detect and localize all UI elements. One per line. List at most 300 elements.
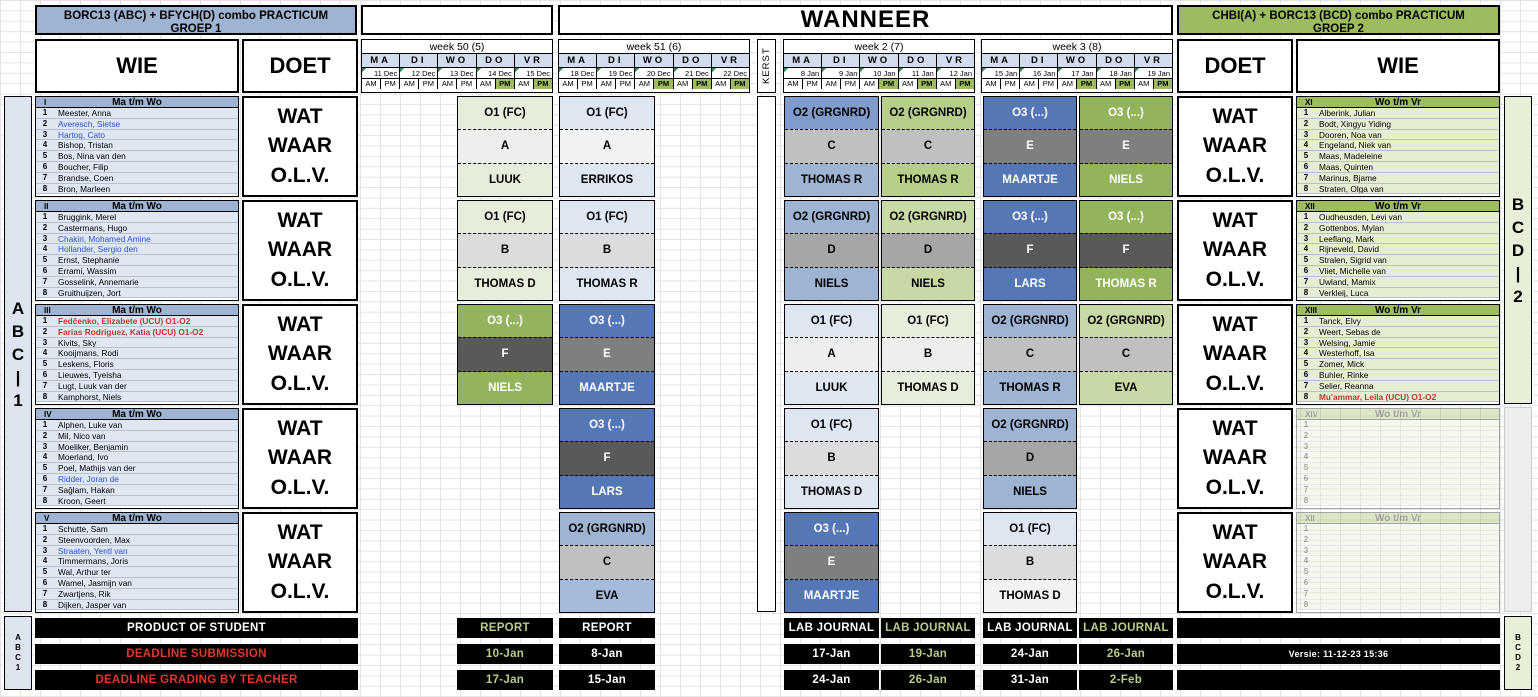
member-row [1297,162,1499,173]
wanneer-header: WANNEER [558,5,1173,35]
tile-waar: C [882,129,974,163]
member-number: 1 [42,524,48,533]
member-name: Gruithuijzen, Jort [58,287,121,298]
member-row [36,288,238,299]
waar-label: WAAR [267,446,333,470]
member-name: Mu'ammar, Leila (UCU) O1-O2 [1319,391,1437,402]
ampm-row [559,79,749,89]
member-number: 3 [42,441,48,451]
member-name: Brandse, Coen [58,172,114,183]
tile-olv: LARS [984,268,1076,300]
member-name [1315,524,1499,534]
member-number: 7 [42,276,48,286]
member-number: 6 [1303,577,1309,587]
side-letter: B [15,643,21,652]
member-number: 5 [1303,151,1309,161]
tile-wat: O1 (FC) [458,97,552,129]
member-name: Mil, Nico van [58,430,106,441]
member-row [36,556,238,567]
group-table [1296,512,1500,613]
member-name: Maas, Quinten [1319,161,1373,172]
group-number: IV [44,410,52,419]
schedule-tile[interactable] [784,96,879,197]
schedule-tile[interactable] [784,304,879,405]
member-number: 4 [1303,140,1309,150]
day-row [784,54,974,68]
tile-wat: O2 (GRGNRD) [984,409,1076,441]
schedule-tile[interactable] [1079,200,1173,301]
member-number: 6 [42,577,48,587]
day-label: DO [1097,54,1135,67]
schedule-tile[interactable] [457,96,553,197]
member-number: 4 [42,556,48,566]
member-name [1315,546,1499,556]
schedule-tile[interactable] [457,200,553,301]
schedule-tile[interactable] [457,304,553,405]
pm-label: PM [496,79,515,89]
member-number: 5 [42,151,48,161]
day-label: DO [674,54,712,67]
tile-waar: F [458,337,552,371]
member-number: 6 [1303,161,1309,171]
member-row [1297,589,1499,600]
day-label: WO [860,54,898,67]
week-title: week 2 (7) [784,40,974,54]
tile-olv: LARS [560,476,654,508]
footer-empty-bar [1177,618,1500,638]
member-row [1297,234,1499,245]
member-number: 2 [42,534,48,544]
member-name: Farias Rodriguez, Katia (UCU) O1-O2 [58,326,204,337]
tile-wat: O1 (FC) [785,305,878,337]
tile-olv: LUUK [458,164,552,196]
day-label: WO [438,54,476,67]
pm-label: PM [381,79,400,89]
member-number: 1 [1303,420,1309,429]
day-label: DI [400,54,438,67]
wat-waar-olv-block [1177,512,1293,613]
member-name: Dijken, Jasper van [58,599,127,610]
am-label: AM [515,79,534,89]
am-label: AM [712,79,731,89]
member-number: 2 [42,430,48,440]
tile-wat: O3 (...) [560,305,654,337]
member-name: Marinus, Bjame [1319,172,1377,183]
tile-waar: B [458,233,552,267]
waar-label: WAAR [1202,342,1268,366]
member-row [1297,316,1499,327]
tile-olv: MAARTJE [785,580,878,612]
member-number: 4 [42,244,48,254]
member-number: 6 [42,473,48,483]
tile-waar: E [1080,129,1172,163]
footer-product-cell: REPORT [559,618,655,638]
wat-waar-olv-block [242,304,358,405]
pm-label: PM [1077,79,1096,89]
member-name: Ridder, Joran de [58,473,119,484]
side-letter: B [11,321,25,341]
left-title-line1: BORC13 (ABC) + BFYCH(D) combo PRACTICUM [63,10,329,22]
am-label: AM [1020,79,1039,89]
member-row [1297,567,1499,578]
member-number: 1 [42,420,48,429]
member-number: 2 [42,326,48,336]
side-letter: D [1511,240,1525,260]
member-number: 3 [42,233,48,243]
pm-label: PM [1116,79,1135,89]
footer-grading-cell: 31-Jan [983,670,1077,690]
member-row [1297,381,1499,392]
am-label: AM [1097,79,1116,89]
group-number: V [44,514,50,523]
member-name: Steenvoorden, Max [58,534,130,545]
am-label: AM [860,79,879,89]
member-name: Kamphorst, Niels [58,391,122,402]
member-name: Zomer, Mick [1319,359,1365,369]
member-number: 8 [42,391,48,401]
pm-label: PM [918,79,937,89]
olv-label: O.L.V. [270,372,330,396]
week-header [361,39,553,93]
group-days: Ma t/m Wo [112,513,162,524]
member-number: 4 [1303,556,1309,566]
ampm-row [784,79,974,89]
member-row [36,277,238,288]
member-row [1297,130,1499,141]
member-number: 8 [1303,599,1309,609]
olv-label: O.L.V. [270,268,330,292]
wat-waar-olv-block [1177,96,1293,197]
schedule-tile[interactable] [559,200,655,301]
member-name [1315,600,1499,610]
wat-label: WAT [277,312,323,336]
member-row [36,567,238,578]
side-small-abc1 [4,616,32,690]
member-row [36,392,238,403]
member-number: 6 [42,265,48,275]
tile-waar: F [560,441,654,475]
member-name [1315,496,1499,506]
schedule-tile[interactable] [559,304,655,405]
side-letter: 2 [1513,286,1523,306]
footer-deadline-grading-label: DEADLINE GRADING BY TEACHER [35,670,358,690]
member-name: Gosselink, Annemarie [58,276,139,287]
member-row [1297,535,1499,546]
member-number: 2 [1303,534,1309,544]
member-name: Hartog, Cato [58,129,106,140]
member-name: Stralen, Sigrid van [1319,255,1387,265]
member-row [1297,392,1499,403]
member-row [1297,600,1499,611]
member-name: Buhler, Rinke [1319,369,1369,380]
date-label: 12 Dec [400,68,438,78]
wat-label: WAT [277,416,323,440]
week-header [558,39,750,93]
pm-label: PM [419,79,438,89]
member-number: 6 [1303,265,1309,275]
pm-label: PM [803,79,822,89]
schedule-tile[interactable] [559,408,655,509]
schedule-tile[interactable] [983,200,1077,301]
member-number: 7 [1303,380,1309,390]
tile-waar: D [785,233,878,267]
group-table [35,96,239,197]
tile-olv: NIELS [785,268,878,300]
date-label: 11 Jan [899,68,937,78]
right-title-line2: GROEP 2 [1313,23,1364,35]
tile-waar: A [458,129,552,163]
day-label: DO [899,54,937,67]
schedule-tile[interactable] [881,200,975,301]
am-label: AM [635,79,654,89]
group-days: Wo t/m Vr [1375,97,1421,108]
day-label: VR [937,54,974,67]
pm-label: PM [654,79,673,89]
member-number: 3 [1303,233,1309,243]
am-label: AM [438,79,457,89]
group-header [1297,305,1499,316]
side-letter: C [1515,643,1521,652]
am-label: AM [674,79,693,89]
member-number: 8 [1303,495,1309,505]
left-title-line2: GROEP 1 [170,23,222,35]
side-letter: 1 [13,390,23,410]
member-name: Vliet, Michelle van [1319,265,1386,276]
member-name: Lieuwes, Tyeisha [58,369,122,380]
schedule-tile[interactable] [784,408,879,509]
day-label: DI [597,54,635,67]
member-row [1297,255,1499,266]
member-row [36,474,238,485]
tile-waar: B [882,337,974,371]
wat-waar-olv-block [242,512,358,613]
member-number: 8 [1303,287,1309,297]
member-name: Straten, Olga van [1319,183,1384,194]
schedule-tile[interactable] [559,96,655,197]
date-row [362,68,552,79]
wat-waar-olv-block [1177,408,1293,509]
group-header [1297,513,1499,524]
schedule-tile[interactable] [784,200,879,301]
member-number: 2 [42,118,48,128]
member-name: Leeflang, Mark [1319,233,1374,244]
group-days: Ma t/m Wo [112,201,162,212]
week-header [783,39,975,93]
group-header [1297,201,1499,212]
member-row [1297,140,1499,151]
footer-product-cell: REPORT [457,618,553,638]
tile-wat: O1 (FC) [785,409,878,441]
member-row [36,485,238,496]
am-label: AM [477,79,496,89]
week-title: week 51 (6) [559,40,749,54]
group-table [1296,408,1500,509]
member-row [36,524,238,535]
member-name: Uwland, Mamix [1319,276,1376,287]
member-row [36,130,238,141]
member-number: 1 [1303,316,1309,325]
pm-label: PM [879,79,898,89]
member-name: Oudheusden, Levi van [1319,212,1403,222]
wie-header-right: WIE [1296,39,1500,93]
am-label: AM [400,79,419,89]
member-row [36,600,238,611]
footer-submission-cell: 19-Jan [881,644,975,664]
schedule-tile[interactable] [559,512,655,613]
week-title: week 3 (8) [982,40,1172,54]
footer-product-cell: LAB JOURNAL [881,618,975,638]
member-row [1297,546,1499,557]
group-table [1296,200,1500,301]
member-number: 8 [42,287,48,297]
member-name: Dooren, Noa van [1319,129,1382,140]
doet-header-left: DOET [242,39,358,93]
member-name [1315,474,1499,484]
footer-submission-cell: 8-Jan [559,644,655,664]
schedule-tile[interactable] [784,512,879,613]
member-number: 6 [1303,369,1309,379]
member-row [36,327,238,338]
member-number: 4 [1303,452,1309,462]
tile-olv: THOMAS R [1080,268,1172,300]
right-title-line1: CHBI(A) + BORC13 (BCD) combo PRACTICUM [1212,10,1465,22]
side-letter: B [1511,194,1525,214]
member-number: 3 [1303,129,1309,139]
member-name: Schutte, Sam [58,524,108,534]
tile-olv: NIELS [1080,164,1172,196]
week-title: week 50 (5) [362,40,552,54]
date-label: 11 Dec [362,68,400,78]
date-label: 16 Jan [1020,68,1058,78]
empty-header-cell [361,5,553,35]
member-name: Alphen, Luke van [58,420,123,430]
member-row [1297,184,1499,195]
member-name: Weert, Sebas de [1319,326,1381,337]
member-row [36,234,238,245]
member-row [1297,452,1499,463]
member-row [1297,266,1499,277]
member-number: 7 [1303,588,1309,598]
day-label: VR [712,54,749,67]
member-number: 7 [1303,172,1309,182]
date-label: 19 Dec [597,68,635,78]
member-row [1297,431,1499,442]
tile-olv: THOMAS D [984,580,1076,612]
schedule-tile[interactable] [983,512,1077,613]
member-name: Averesch, Sietse [58,118,121,129]
member-number: 7 [1303,484,1309,494]
waar-label: WAAR [1202,134,1268,158]
member-row [36,140,238,151]
member-number: 7 [42,484,48,494]
member-name: Westerhoff, Isa [1319,348,1375,359]
member-row [1297,474,1499,485]
am-label: AM [1135,79,1154,89]
schedule-tile[interactable] [1079,304,1173,405]
member-name: Errami, Wassim [58,265,117,276]
footer-submission-cell: 24-Jan [983,644,1077,664]
member-name: Selier, Reanna [1319,380,1374,391]
tile-olv: EVA [560,580,654,612]
schedule-tile[interactable] [983,408,1077,509]
date-row [784,68,974,79]
date-label: 18 Dec [559,68,597,78]
schedule-tile[interactable] [881,304,975,405]
tile-olv: THOMAS R [785,164,878,196]
day-label: VR [515,54,552,67]
member-name: Sağlam, Hakan [58,484,115,495]
footer-grading-cell: 24-Jan [784,670,879,690]
waar-label: WAAR [1202,238,1268,262]
tile-waar: C [984,337,1076,371]
member-name: Alberink, Julian [1319,108,1376,118]
tile-wat: O3 (...) [1080,201,1172,233]
member-name: Chakiri, Mohamed Amine [58,233,151,244]
member-number: 2 [1303,222,1309,232]
side-letter: | [1515,263,1521,283]
am-label: AM [784,79,803,89]
day-label: DI [822,54,860,67]
member-row [1297,524,1499,535]
tile-waar: C [1080,337,1172,371]
member-row [1297,277,1499,288]
day-label: DO [477,54,515,67]
week-header [981,39,1173,93]
member-row [36,173,238,184]
group-number: XII [1305,202,1315,211]
member-number: 3 [42,545,48,555]
member-number: 6 [42,161,48,171]
member-row [36,162,238,173]
wat-waar-olv-block [1177,200,1293,301]
waar-label: WAAR [267,238,333,262]
day-row [559,54,749,68]
member-name: Wamel, Jasmijn van [58,577,132,588]
member-row [1297,359,1499,370]
group-days: Wo t/m Vr [1375,305,1421,316]
member-row [1297,420,1499,431]
member-number: 7 [42,588,48,598]
pm-label: PM [1039,79,1058,89]
pm-label: PM [1001,79,1020,89]
kerst-label: KERST [757,39,776,93]
tile-olv: THOMAS D [785,476,878,508]
wat-waar-olv-block [242,200,358,301]
member-number: 4 [1303,244,1309,254]
member-row [1297,223,1499,234]
member-row [36,496,238,507]
wat-waar-olv-block [242,96,358,197]
waar-label: WAAR [1202,550,1268,574]
member-name: Kooijmans, Rodi [58,348,119,359]
schedule-tile[interactable] [881,96,975,197]
member-row [1297,578,1499,589]
schedule-tile[interactable] [983,96,1077,197]
member-row [1297,370,1499,381]
footer-grading-cell: 17-Jan [457,670,553,690]
member-number: 3 [1303,337,1309,347]
member-row [36,119,238,130]
schedule-tile[interactable] [1079,96,1173,197]
side-letter: C [1511,217,1525,237]
date-row [982,68,1172,79]
side-letter: C [15,653,21,662]
group-days: Ma t/m Wo [112,305,162,316]
schedule-tile[interactable] [983,304,1077,405]
date-label: 9 Jan [822,68,860,78]
group-header [36,409,238,420]
member-number: 5 [1303,463,1309,473]
